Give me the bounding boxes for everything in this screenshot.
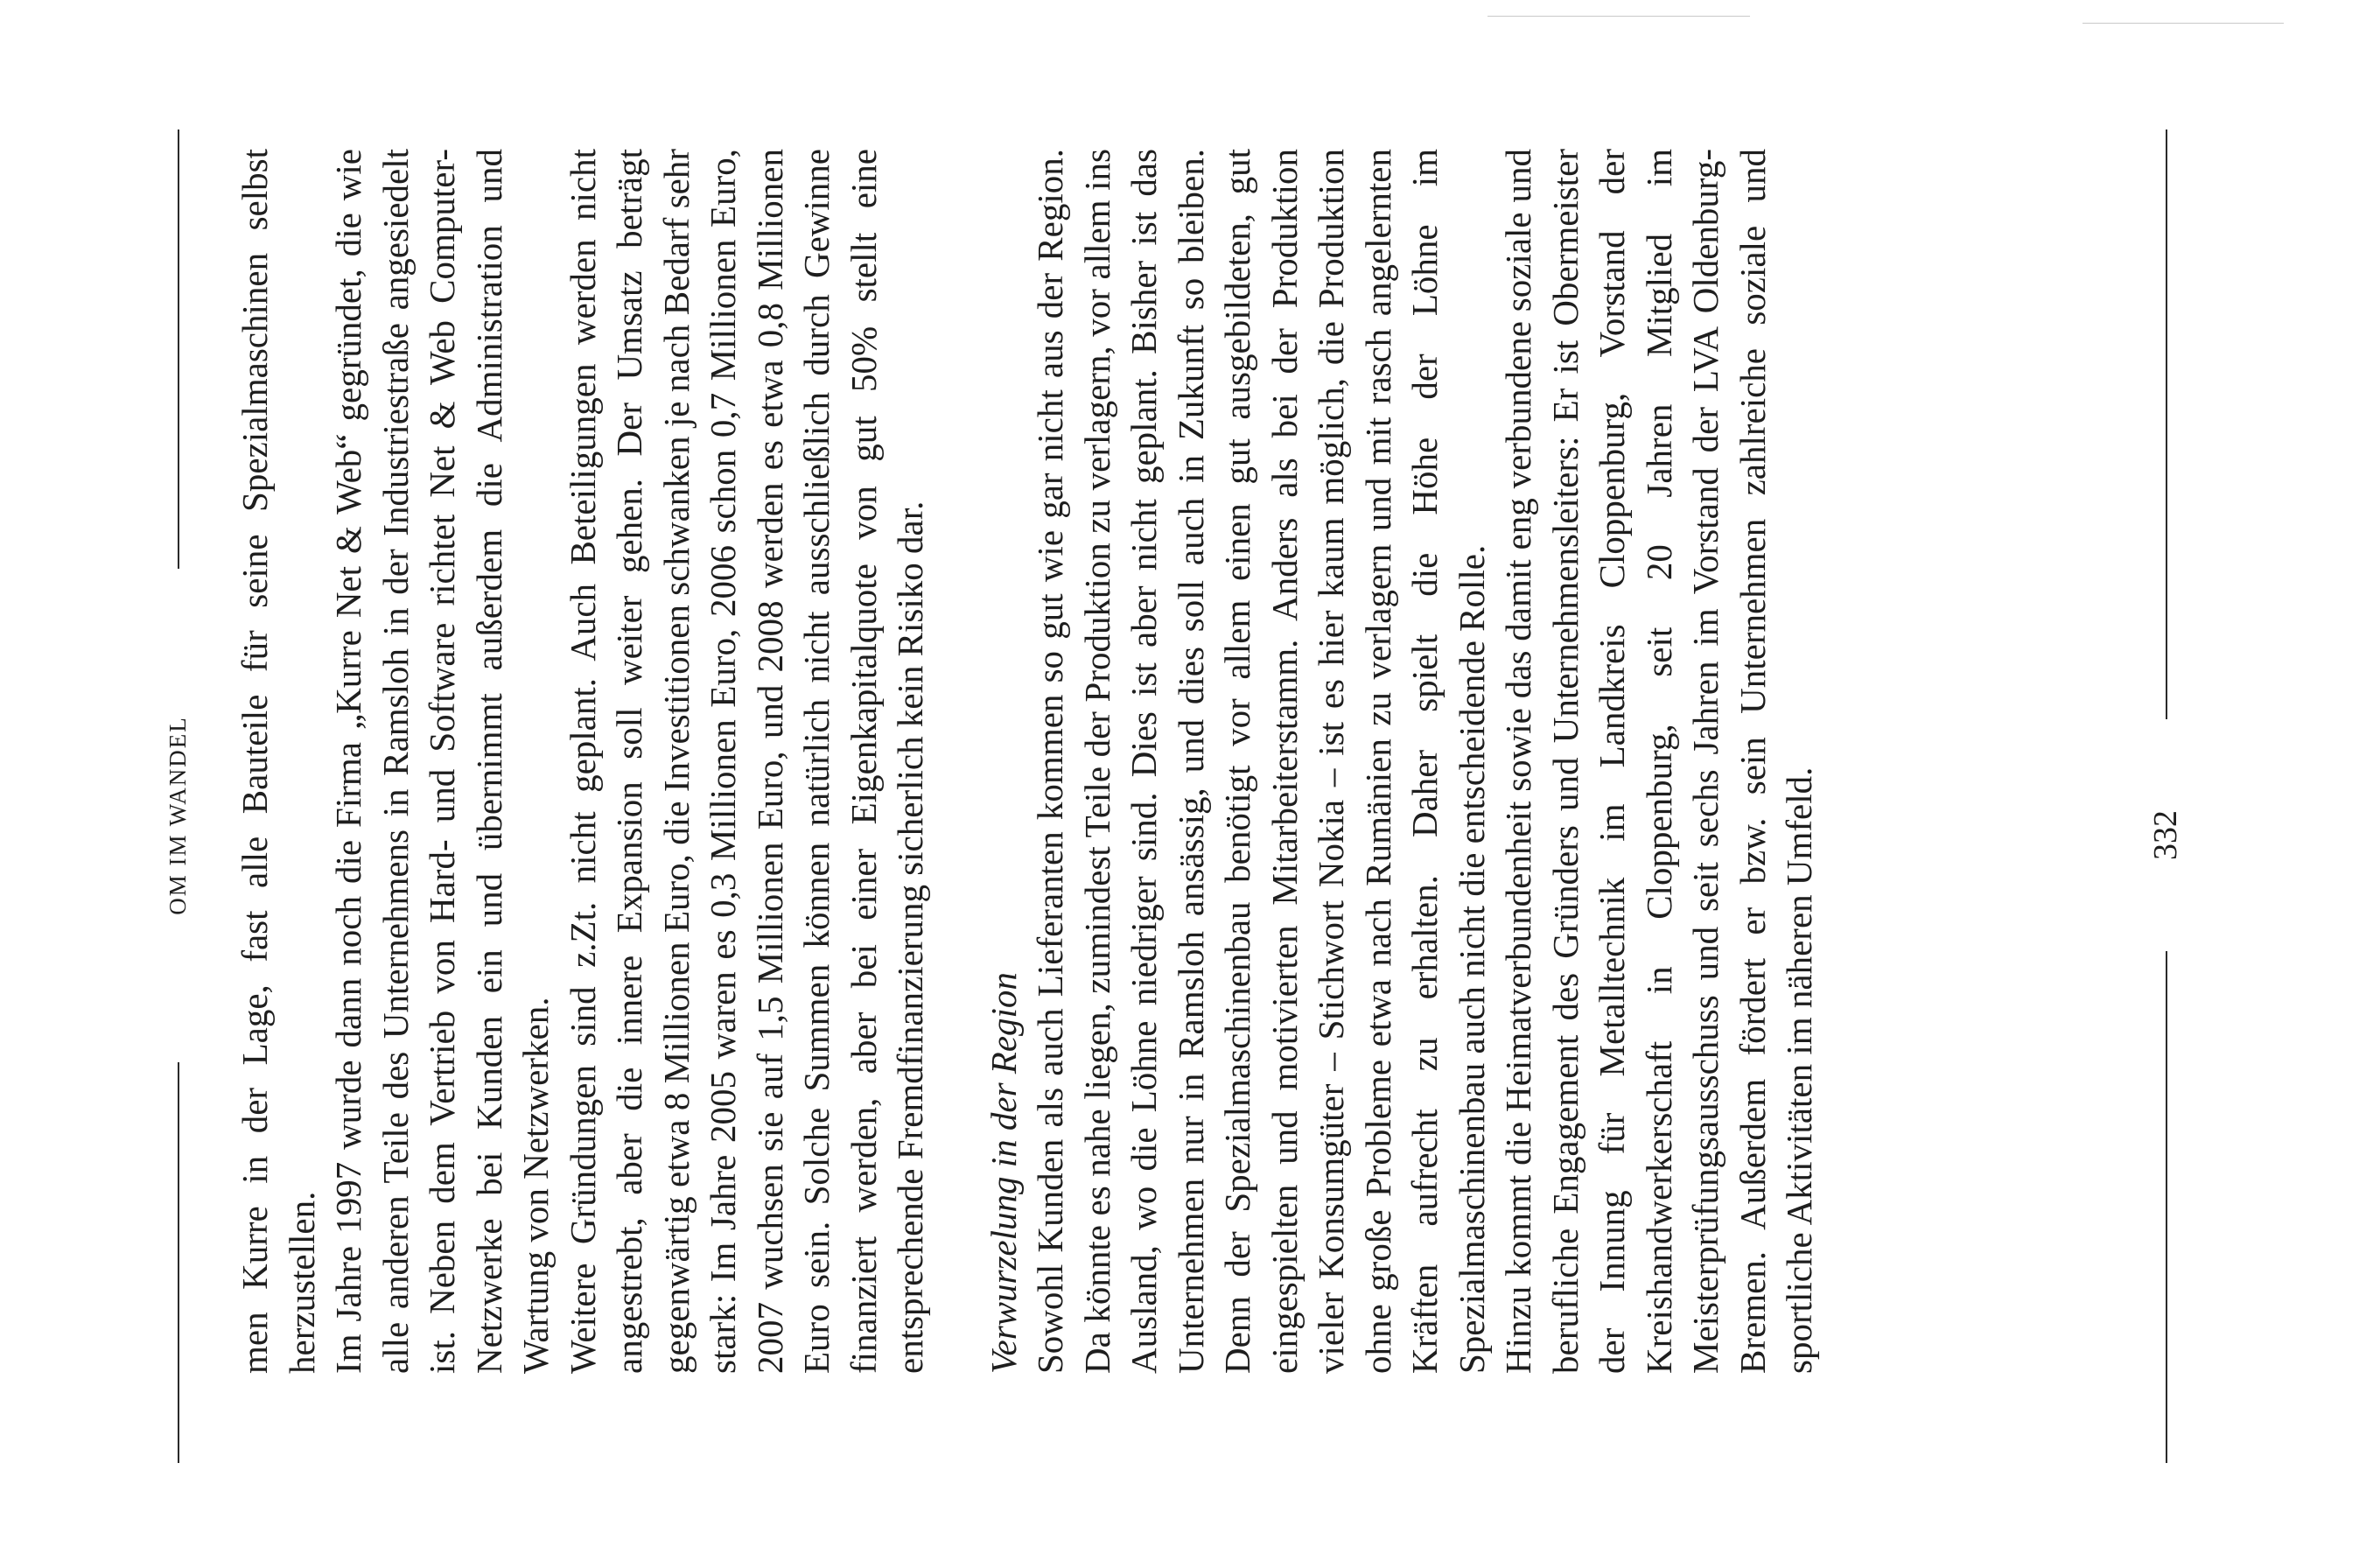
section-heading: Verwurzelung in der Region <box>983 972 1024 1374</box>
running-head: OM IM WANDEL <box>164 716 191 915</box>
header-rule-right <box>178 130 179 569</box>
paragraph: Sowohl Kunden als auch Lieferanten kommen so gut wie gar nicht aus der Region. Da könnte es nahe liegen, zumindest Teile der Produktion zu verlagern, vor allem ins Ausland, wo die Löhne niedriger sind. Dies ist aber nicht geplant. Bisher ist das Unternehmen nur in Ramsloh ansässig, und dies soll auch in Zukunft so bleiben. Denn der Spezialmaschinenbau benötigt vor allem einen gut ausgebildeten, gut eingespielten und motivierten Mitarbeiterstamm. Anders als bei der Produktion vieler Konsumgüter – Stichwort Nokia – ist es hier kaum möglich, die Produktion ohne große Probleme etwa nach Rumänien zu verlagern und mit rasch angelernten Kräften aufrecht zu erhalten. Daher spielt die Höhe der Löhne im Spezialmaschinenbau auch nicht die entscheidende Rolle. <box>1030 149 1492 1374</box>
paragraph: Hinzu kommt die Heimatverbundenheit sowie das damit eng verbundene soziale und berufliche Engagement des Gründers und Unternehmensleiters: Er ist Obermeister der Innung für Metalltechnik im Landkreis Cloppenburg, Vorstand der Kreishandwerkerschaft in Cloppenburg, seit 20 Jahren Mitglied im Meisterprüfungsausschuss und seit sechs Jahren im Vorstand der LVA Oldenburg-Bremen. Außerdem fördert er bzw. sein Unternehmen zahlreiche soziale und sportliche Aktivitäten im näheren Umfeld. <box>1498 149 1819 1374</box>
scan-edge-mark <box>1488 16 1750 17</box>
footer-rule-right <box>2166 130 2167 719</box>
paragraph: Im Jahre 1997 wurde dann noch die Firma „Kurre Net & Web“ gegründet, die wie alle anderen Teile des Unternehmens in Ramsloh in der Industriestraße angesiedelt ist. Neben dem Vertrieb von Hard- und Software richtet Net & Web Computer-Netzwerke bei Kunden ein und übernimmt außerdem die Administration und Wartung von Netzwerken. <box>328 149 556 1374</box>
paragraph: Weitere Gründungen sind z.Zt. nicht geplant. Auch Beteiligungen werden nicht angestrebt, aber die innere Expansion soll weiter gehen. Der Umsatz beträgt gegenwärtig etwa 8 Millionen Euro, die Investitionen schwanken je nach Bedarf sehr stark: Im Jahre 2005 waren es 0,3 Millionen Euro, 2006 schon 0,7 Millionen Euro, 2007 wuchsen sie auf 1,5 Millionen Euro, und 2008 werden es etwa 0,8 Millionen Euro sein. Solche Summen können natürlich nicht ausschließlich durch Gewinne finanziert werden, aber bei einer Eigenkapitalquote von gut 50% stellt eine entsprechende Fremdfinanzierung sicherlich kein Risiko dar. <box>562 149 930 1374</box>
header-rule-left <box>178 1062 179 1463</box>
footer-rule-left <box>2166 951 2167 1463</box>
page-number: 332 <box>2147 810 2184 860</box>
body-text <box>232 149 1824 1374</box>
scan-edge-mark <box>2082 23 2284 24</box>
paragraph: men Kurre in der Lage, fast alle Bauteile für seine Spezialmaschinen selbst herzustellen. <box>234 149 322 1374</box>
